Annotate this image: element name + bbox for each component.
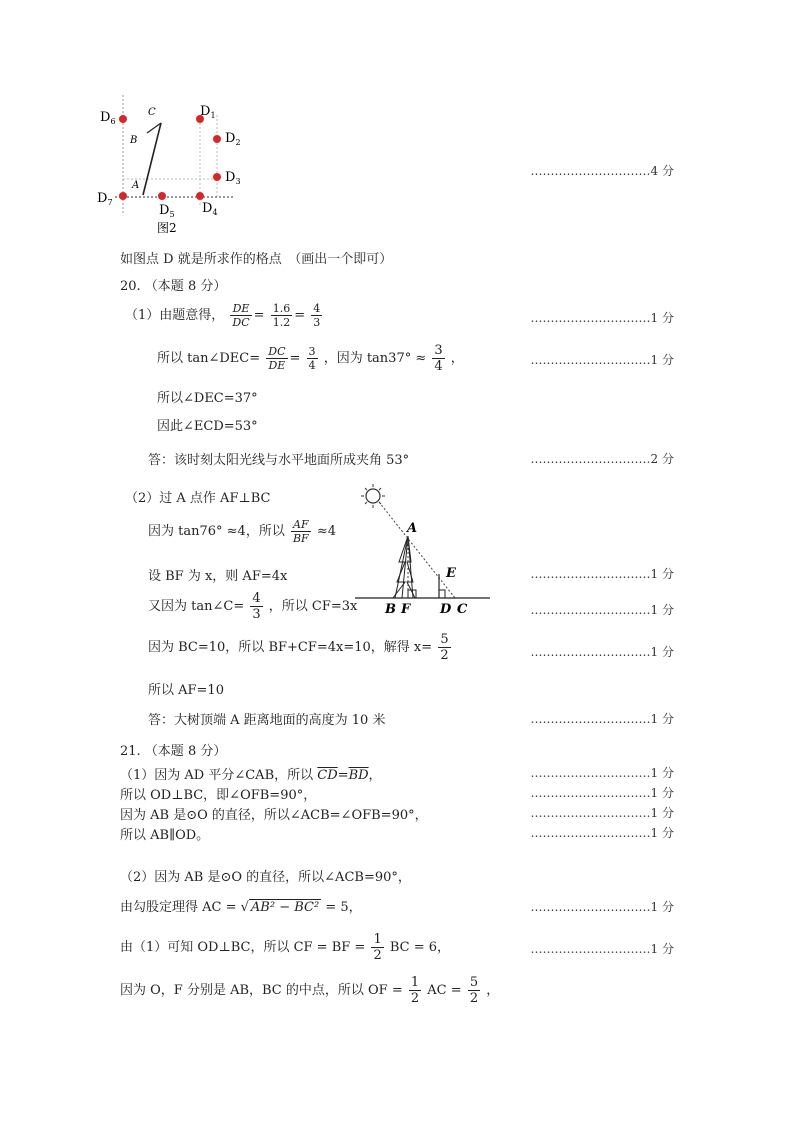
q21-line4: 所以 AB∥OD。 bbox=[120, 828, 210, 843]
point-d6 bbox=[119, 115, 127, 123]
figure-2-lattice bbox=[95, 95, 245, 240]
q21-part2-line4: 因为 O，F 分别是 AB，BC 的中点，所以 OF = $\frac{1}{2}$ AC = $\frac{5}{2}$ ， bbox=[120, 975, 500, 1006]
tree-icon bbox=[393, 536, 415, 598]
q21-score-4: …………………………1 分 bbox=[530, 826, 674, 840]
q20-score-5: …………………………1 分 bbox=[530, 603, 674, 617]
label-c: C bbox=[457, 602, 468, 617]
point-d7 bbox=[119, 192, 127, 200]
point-d4 bbox=[196, 192, 204, 200]
figure-2-caption: 图2 bbox=[157, 221, 177, 235]
label-d4: $D_4$ bbox=[202, 201, 218, 217]
q21-score-2: …………………………1 分 bbox=[530, 786, 674, 800]
label-d3: $D_3$ bbox=[225, 170, 241, 186]
q20-part2-line3: 又因为 tan∠C= $\frac{4}{3}$ ，所以 CF=3x bbox=[148, 591, 358, 622]
right-angle-d bbox=[439, 590, 445, 598]
q21-part2-line2: 由勾股定理得 AC = √ AB² − BC² = 5， bbox=[120, 900, 362, 915]
segment-ab bbox=[143, 123, 161, 195]
q21-score-5: …………………………1 分 bbox=[530, 900, 674, 914]
label-d1: $D_1$ bbox=[200, 104, 216, 120]
point-d5 bbox=[158, 192, 166, 200]
tree-shadow-figure bbox=[355, 482, 495, 617]
q20-score-6: …………………………1 分 bbox=[530, 645, 674, 659]
q20-part2-line4: 因为 BC=10，所以 BF+CF=4x=10，解得 x= $\frac{5}{2}$ bbox=[148, 632, 449, 663]
q20-line4: 因此∠ECD=53° bbox=[157, 419, 258, 434]
q20-score-7: …………………………1 分 bbox=[530, 712, 674, 726]
point-d3 bbox=[213, 173, 221, 181]
q20-score-3: …………………………2 分 bbox=[530, 452, 674, 466]
q21-line1: （1）因为 AD 平分∠CAB，所以 $\overline{CD}=\overline{BD}$， bbox=[120, 768, 382, 783]
q21-part2-line3: 由（1）可知 OD⊥BC，所以 CF = BF = $\frac{1}{2}$ BC = 6， bbox=[120, 932, 451, 963]
q20-score-4: …………………………1 分 bbox=[530, 567, 674, 581]
q20-line1: （1）由题意得， $\frac{DE}{DC}$ = $\frac{1.6}{1.2}$ = $\frac{4}{3}$ bbox=[125, 302, 321, 329]
q21-score-1: …………………………1 分 bbox=[530, 766, 674, 780]
label-d: D bbox=[440, 602, 452, 617]
q20-part2-line2: 设 BF 为 x，则 AF=4x bbox=[148, 569, 288, 584]
q21-title: 21. （本题 8 分） bbox=[120, 744, 227, 759]
q21-score-3: …………………………1 分 bbox=[530, 806, 674, 820]
q20-score-2: …………………………1 分 bbox=[530, 353, 674, 367]
label-d7: $D_7$ bbox=[97, 191, 113, 207]
q20-line3: 所以∠DEC=37° bbox=[157, 391, 258, 406]
q21-score-6: …………………………1 分 bbox=[530, 942, 674, 956]
q20-part2-line5: 所以 AF=10 bbox=[148, 683, 224, 698]
q20-score-1: …………………………1 分 bbox=[530, 311, 674, 325]
q21-line3: 因为 AB 是⊙O 的直径，所以∠ACB=∠OFB=90°， bbox=[120, 808, 428, 823]
q20-title: 20. （本题 8 分） bbox=[120, 279, 227, 294]
q19-note: 如图点 D 就是所求作的格点 （画出一个即可） bbox=[120, 252, 393, 267]
label-b: B bbox=[130, 135, 138, 146]
sun-icon bbox=[361, 484, 385, 508]
q20-part2-title: （2）过 A 点作 AF⊥BC bbox=[125, 491, 271, 506]
label-d5: $D_5$ bbox=[159, 203, 175, 219]
q20-answer1: 答：该时刻太阳光线与水平地面所成夹角 53° bbox=[148, 453, 410, 468]
label-a: A bbox=[132, 180, 140, 191]
q19-score: …………………………4 分 bbox=[530, 164, 674, 178]
q21-part2-line1: （2）因为 AB 是⊙O 的直径，所以∠ACB=90°， bbox=[120, 870, 411, 885]
label-c: C bbox=[148, 107, 156, 118]
q21-line2: 所以 OD⊥BC，即∠OFB=90°， bbox=[120, 788, 317, 803]
label-e: E bbox=[446, 566, 456, 581]
sun-ray bbox=[379, 502, 455, 598]
label-f: F bbox=[401, 602, 411, 617]
label-d6: $D_6$ bbox=[100, 110, 116, 126]
point-d2 bbox=[213, 135, 221, 143]
q20-answer2: 答：大树顶端 A 距离地面的高度为 10 米 bbox=[148, 713, 386, 728]
q20-line2: 所以 tan∠DEC= $\frac{DC}{DE}$ = $\frac{3}{4}$ ，因为 tan37° ≈ $\frac{3}{4}$ ， bbox=[157, 343, 464, 374]
label-b: B bbox=[385, 602, 396, 617]
q20-part2-line1: 因为 tan76° ≈4，所以 $\frac{AF}{BF}$ ≈4 bbox=[148, 518, 336, 545]
label-d2: $D_2$ bbox=[225, 131, 241, 147]
label-a: A bbox=[407, 521, 418, 536]
